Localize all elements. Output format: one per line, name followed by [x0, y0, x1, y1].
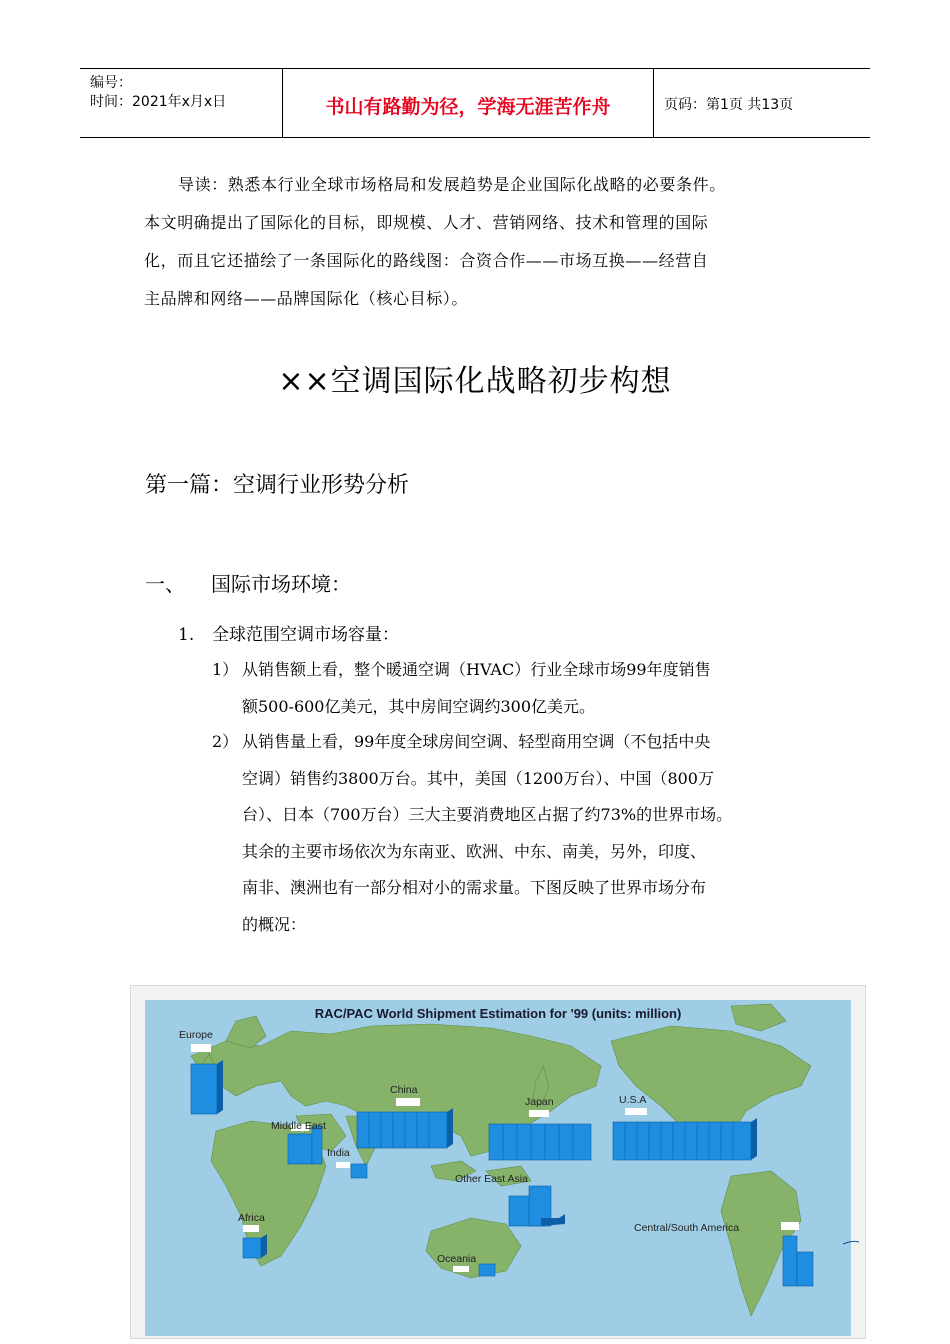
intro-line: 本文明确提出了国际化的目标，即规模、人才、营销网络、技术和管理的国际 [144, 213, 709, 232]
region-label-usa: U.S.A [619, 1094, 647, 1106]
code-label: 编号： [90, 75, 132, 91]
point-line: 其余的主要市场依次为东南亚、欧洲、中东、南美，另外，印度、 [242, 841, 707, 861]
region-label-japan: Japan [525, 1096, 554, 1108]
header-center-cell [283, 69, 654, 137]
point-marker: 1） [212, 660, 239, 679]
region-label-other-east-asia: Other East Asia [455, 1173, 528, 1185]
region-label-china: China [390, 1084, 418, 1096]
time-label: 时间：2021年x月x日 [90, 94, 227, 110]
region-label-oceania: Oceania [437, 1253, 477, 1265]
region-label-middle-east: Middle East [271, 1120, 326, 1132]
part-heading: 第一篇：空调行业形势分析 [145, 473, 410, 498]
section-text: 国际市场环境： [211, 572, 351, 596]
intro-paragraph [144, 166, 814, 318]
region-label-europe: Europe [179, 1029, 213, 1041]
point-1 [212, 652, 822, 725]
intro-line: 主品牌和网络——品牌国际化（核心目标）。 [144, 289, 469, 308]
section-number: 一、 [145, 572, 185, 596]
world-shipment-map [130, 985, 866, 1339]
figure-title: RAC/PAC World Shipment Estimation for '99 (units: million) [314, 1006, 682, 1021]
point-line: 台）、日本（700万台）三大主要消费地区占据了约73%的世界市场。 [242, 805, 733, 824]
subsection-heading [178, 620, 399, 645]
intro-line: 化，而且它还描绘了一条国际化的路线图：合资合作——市场互换——经营自 [144, 251, 709, 270]
point-marker: 2） [212, 732, 239, 751]
header-table [80, 68, 870, 138]
point-line: 额500-600亿美元，其中房间空调约300亿美元。 [242, 696, 596, 716]
motto: 书山有路勤为径，学海无涯苦作舟 [325, 96, 611, 118]
point-line: 的概况： [242, 914, 307, 934]
section-heading [145, 568, 351, 597]
point-line: 空调）销售约3800万台。其中，美国（1200万台）、中国（800万 [242, 768, 714, 788]
point-2 [212, 724, 822, 943]
map-graphic [131, 986, 865, 1338]
intro-line: 导读：熟悉本行业全球市场格局和发展趋势是企业国际化战略的必要条件。 [178, 175, 726, 194]
header-left-cell [80, 69, 283, 137]
region-label-south-america: Central/South America [634, 1222, 740, 1234]
page-info: 页码：第1页 共13页 [664, 97, 794, 113]
point-line: 从销售量上看，99年度全球房间空调、轻型商用空调（不包括中央 [242, 732, 711, 751]
document-title: ××空调国际化战略初步构想 [278, 364, 672, 399]
region-label-india: India [327, 1147, 350, 1159]
header-right-cell [654, 69, 870, 137]
region-label-africa: Africa [238, 1212, 265, 1224]
point-line: 南非、澳洲也有一部分相对小的需求量。下图反映了世界市场分布 [242, 878, 707, 897]
subsection-text: 全球范围空调市场容量： [212, 625, 399, 645]
subsection-number: 1. [178, 625, 195, 645]
point-line: 从销售额上看，整个暖通空调（HVAC）行业全球市场99年度销售 [242, 660, 711, 679]
